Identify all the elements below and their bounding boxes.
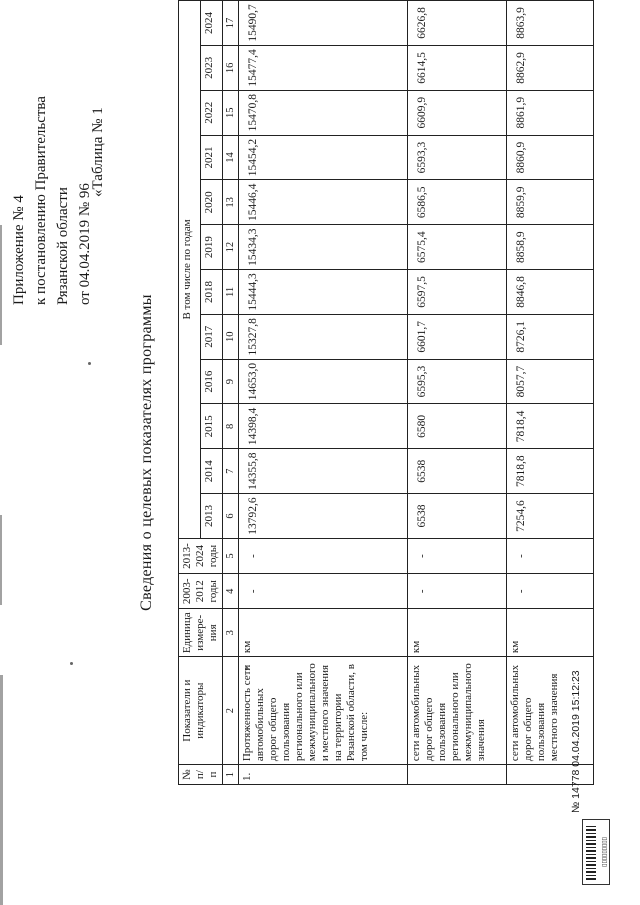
year-cell: 2023 [201, 45, 223, 90]
value-cell: 6614,5 [408, 45, 507, 90]
col-number: 6 [223, 494, 239, 539]
scan-speck [88, 362, 91, 365]
value-cell: 7818,4 [507, 404, 594, 449]
header-period-2003: 2003-2012 годы [179, 574, 223, 609]
period-2003-value: - [408, 574, 507, 609]
value-cell: 6586,5 [408, 180, 507, 225]
year-cell: 2018 [201, 270, 223, 315]
value-cell: 15477,4 [239, 45, 408, 90]
value-cell: 6595,3 [408, 359, 507, 404]
period-2013-value: - [507, 538, 594, 573]
col-number: 11 [223, 270, 239, 315]
barcode-caption: ▯▯▯▯▯▯▯▯▯ [601, 837, 608, 867]
header-by-year: В том числе по годам [179, 1, 201, 539]
col-number: 4 [223, 574, 239, 609]
header-period-2013: 2013-2024 годы [179, 538, 223, 573]
col-number: 14 [223, 135, 239, 180]
value-cell: 15454,2 [239, 135, 408, 180]
header-indicator: Показатели и индикаторы [179, 657, 223, 765]
value-cell: 8858,9 [507, 225, 594, 270]
col-number: 7 [223, 449, 239, 494]
col-number: 2 [223, 657, 239, 765]
appendix-block [8, 13, 96, 305]
year-cell: 2014 [201, 449, 223, 494]
scan-edge-noise [0, 225, 2, 345]
value-cell: 7818,8 [507, 449, 594, 494]
col-number: 10 [223, 314, 239, 359]
year-cell: 2019 [201, 225, 223, 270]
barcode-stamp [582, 819, 610, 885]
value-cell: 15434,3 [239, 225, 408, 270]
value-cell: 14355,8 [239, 449, 408, 494]
value-cell: 6538 [408, 494, 507, 539]
value-cell: 15327,8 [239, 314, 408, 359]
row-number [408, 765, 507, 785]
scan-speck [70, 662, 73, 665]
value-cell: 6609,9 [408, 90, 507, 135]
year-cell: 2017 [201, 314, 223, 359]
year-cell: 2020 [201, 180, 223, 225]
appendix-line: к постановлению Правительства [33, 96, 49, 305]
col-number: 12 [223, 225, 239, 270]
indicator-name: сети автомобильных дорог общего пользования местного значения [507, 657, 594, 765]
value-cell: 6601,7 [408, 314, 507, 359]
value-cell: 7254,6 [507, 494, 594, 539]
table-row [408, 1, 507, 785]
value-cell: 15444,3 [239, 270, 408, 315]
appendix-line: Рязанской области [55, 187, 71, 305]
value-cell: 15470,8 [239, 90, 408, 135]
value-cell: 6593,3 [408, 135, 507, 180]
value-cell: 8846,8 [507, 270, 594, 315]
barcode-bars [586, 824, 596, 880]
scan-edge-noise [0, 675, 3, 905]
header-num: № п/п [179, 765, 223, 785]
value-cell: 8726,1 [507, 314, 594, 359]
year-cell: 2024 [201, 1, 223, 46]
document-title: Сведения о целевых показателях программы [138, 294, 155, 611]
col-number: 15 [223, 90, 239, 135]
period-2013-value: - [408, 538, 507, 573]
value-cell: 15490,7 [239, 1, 408, 46]
col-number: 8 [223, 404, 239, 449]
col-number: 9 [223, 359, 239, 404]
period-2003-value: - [239, 574, 408, 609]
value-cell: 8861,9 [507, 90, 594, 135]
value-cell: 14653,0 [239, 359, 408, 404]
value-cell: 14398,4 [239, 404, 408, 449]
table-reference: «Таблица № 1 [90, 107, 106, 197]
period-2013-value: - [239, 538, 408, 573]
period-2003-value: - [507, 574, 594, 609]
header-unit: Единица измере-ния [179, 609, 223, 657]
scan-edge-noise [0, 515, 2, 605]
value-cell: 6626,8 [408, 1, 507, 46]
unit-cell: км [408, 609, 507, 657]
year-cell: 2013 [201, 494, 223, 539]
value-cell: 8860,9 [507, 135, 594, 180]
unit-cell: км [507, 609, 594, 657]
col-number: 17 [223, 1, 239, 46]
table-row [507, 1, 594, 785]
value-cell: 15446,4 [239, 180, 408, 225]
registration-stamp: № 14778 04.04.2019 15:12:23 [570, 670, 582, 813]
value-cell: 6580 [408, 404, 507, 449]
value-cell: 6538 [408, 449, 507, 494]
value-cell: 8057,7 [507, 359, 594, 404]
value-cell: 13792,6 [239, 494, 408, 539]
indicators-table [178, 0, 594, 785]
value-cell: 6575,4 [408, 225, 507, 270]
col-number: 16 [223, 45, 239, 90]
row-number: 1. [239, 765, 408, 785]
value-cell: 8859,9 [507, 180, 594, 225]
indicator-name: Протяженность сети автомобильных дорог общего пользования регионального или межмуниципального и местного значения на территории Рязанской области, в том числе: [239, 657, 408, 765]
table-row [239, 1, 408, 785]
col-number: 13 [223, 180, 239, 225]
value-cell: 8863,9 [507, 1, 594, 46]
appendix-line: от 04.04.2019 № 96 [77, 183, 93, 305]
value-cell: 8862,9 [507, 45, 594, 90]
col-number: 5 [223, 538, 239, 573]
year-cell: 2022 [201, 90, 223, 135]
table-header-row [179, 1, 201, 785]
col-number: 1 [223, 765, 239, 785]
year-cell: 2015 [201, 404, 223, 449]
appendix-line: Приложение № 4 [11, 195, 27, 305]
column-number-row [223, 1, 239, 785]
unit-cell: км [239, 609, 408, 657]
value-cell: 6597,5 [408, 270, 507, 315]
col-number: 3 [223, 609, 239, 657]
year-cell: 2016 [201, 359, 223, 404]
indicator-name: сети автомобильных дорог общего пользования регионального или межмуниципального значения [408, 657, 507, 765]
year-cell: 2021 [201, 135, 223, 180]
